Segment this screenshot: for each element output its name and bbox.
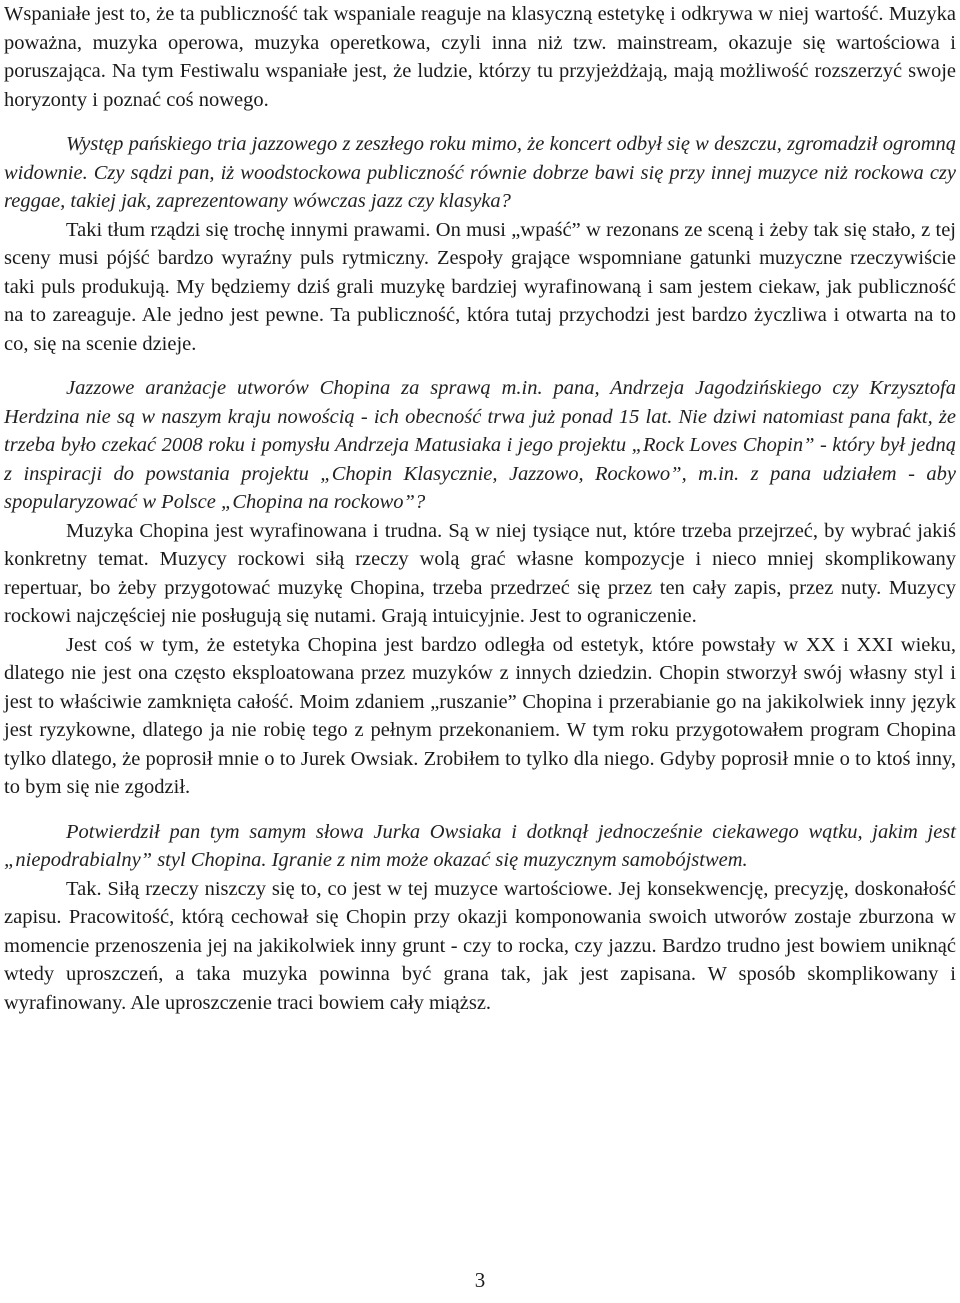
question-paragraph-3: Potwierdził pan tym samym słowa Jurka Owsiaka i dotknął jednocześnie ciekawego wątku, jakim jest „niepodrabialny” styl Chopina. Igranie z nim może okazać się muzycznym samobójstwem. xyxy=(4,820,956,871)
answer-paragraph-3: Muzyka Chopina jest wyrafinowana i trudna. Są w niej tysiące nut, które trzeba przejrzeć, by wybrać jakiś konkretny temat. Muzycy rockowi siłą rzeczy wolą grać własne kompozycje i nieco mniej skomplikowany repertuar, bo żeby przygotować muzykę Chopina, trzeba przedrzeć się przez ten cały zapis, przez nuty. Muzycy rockowi najczęściej nie posługują się nutami. Grają intuicyjnie. Jest to ograniczenie. xyxy=(4,519,956,627)
answer-paragraph-5: Tak. Siłą rzeczy niszczy się to, co jest w tej muzyce wartościowe. Jej konsekwencję, precyzję, doskonałość zapisu. Pracowitość, którą cechował się Chopin przy okazji komponowania swoich utworów zostaje zburzona w momencie przenoszenia jej na jakikolwiek inny grunt - czy to rocka, czy jazzu. Bardzo trudno jest bowiem uniknąć wtedy uproszczeń, a taka muzyka powinna być grana tak, jak jest zapisana. W sposób skomplikowany i wyrafinowany. Ale uproszczenie traci bowiem cały miąższ. xyxy=(4,877,956,1014)
question-paragraph-2: Jazzowe aranżacje utworów Chopina za sprawą m.in. pana, Andrzeja Jagodzińskiego czy Krzysztofa Herdzina nie są w naszym kraju nowością - ich obecność trwa już ponad 15 lat. Nie dziwi natomiast pana fakt, że trzeba było czekać 2008 roku i pomysłu Andrzeja Matusiaka i jego projektu „Rock Loves Chopin” - który był jedną z inspiracji do powstania projektu „Chopin Klasycznie, Jazzowo, Rockowo”, m.in. z pana udziałem - aby spopularyzować w Polsce „Chopina na rockowo”? xyxy=(4,377,956,513)
document-page xyxy=(4,0,956,1017)
answer-paragraph-2: Taki tłum rządzi się trochę innymi prawami. On musi „wpaść” w rezonans ze sceną i żeby tak się stało, z tej sceny musi pójść bardzo wyraźny puls rytmiczny. Zespoły grające wspomniane gatunki muzyczne rzeczywiście taki puls produkują. My będziemy dziś grali muzykę bardziej wyrafinowaną i sam jestem ciekaw, jak publiczność na to zareaguje. Ale jedno jest pewne. Ta publiczność, która tutaj przychodzi jest bardzo życzliwa i otwarta na to co, się na scenie dzieje. xyxy=(4,218,956,355)
answer-paragraph-1: Wspaniałe jest to, że ta publiczność tak wspaniale reaguje na klasyczną estetykę i odkrywa w niej wartość. Muzyka poważna, muzyka operowa, muzyka operetkowa, czyli inna niż tzw. mainstream, okazuje się wartościowa i poruszająca. Na tym Festiwalu wspaniałe jest, że ludzie, którzy tu przyjeżdżają, mają możliwość rozszerzyć swoje horyzonty i poznać coś nowego. xyxy=(4,3,956,111)
answer-paragraph-4: Jest coś w tym, że estetyka Chopina jest bardzo odległa od estetyk, które powstały w XX i XXI wieku, dlatego nie jest ona często eksploatowana przez muzyków z innych dziedzin. Chopin stworzył swój własny styl i jest to właściwie zamknięta całość. Moim zdaniem „ruszanie” Chopina i przerabianie go na jakikolwiek inny język jest ryzykowne, dlatego ja nie robię tego z pełnym przekonaniem. W tym roku przygotowałem program Chopina tylko dlatego, że poprosił mnie o to Jurek Owsiak. Zrobiłem to tylko dla niego. Gdyby poprosił mnie o to ktoś inny, to bym się nie zgodził. xyxy=(4,633,956,798)
question-paragraph-1: Występ pańskiego tria jazzowego z zeszłego roku mimo, że koncert odbył się w deszczu, zgromadził ogromną widownie. Czy sądzi pan, iż woodstockowa publiczność równie dobrze bawi się przy innej muzyce niż rockowa czy reggae, takiej jak, zaprezentowany wówczas jazz czy klasyka? xyxy=(4,133,956,212)
page-number: 3 xyxy=(474,1268,486,1292)
